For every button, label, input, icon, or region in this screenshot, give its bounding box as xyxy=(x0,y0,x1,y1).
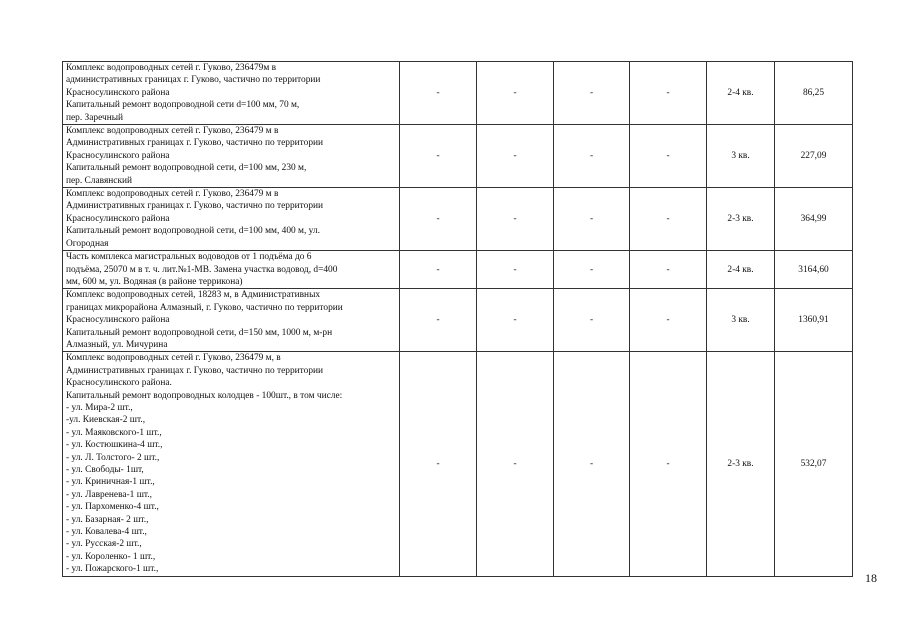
page-number: 18 xyxy=(865,571,877,585)
cell-dash: - xyxy=(554,251,630,289)
cell-dash: - xyxy=(477,352,554,576)
cell-dash: - xyxy=(477,62,554,125)
work-description: Комплекс водопроводных сетей г. Гуково, 236479м в административных границах г. Гуково, частично по территории Красносулинского района Капитальный ремонт водопроводной сети d=100 мм, 70 м, пер. Заречный xyxy=(63,62,400,125)
table-row xyxy=(63,352,853,576)
cell-dash: - xyxy=(630,289,707,352)
work-description: Комплекс водопроводных сетей, 18283 м, в Административных границах микрорайона Алмазный, г. Гуково, частично по территории Красносулинского района Капитальный ремонт водопроводной сети, d=150 мм, 1000 м, м-рн Алмазный, ул. Мичурина xyxy=(63,289,400,352)
work-period: 2-3 кв. xyxy=(707,188,775,251)
cell-dash: - xyxy=(400,188,477,251)
cell-dash: - xyxy=(554,125,630,188)
cell-dash: - xyxy=(400,251,477,289)
cell-dash: - xyxy=(477,251,554,289)
work-period: 2-4 кв. xyxy=(707,251,775,289)
work-description: Комплекс водопроводных сетей г. Гуково, 236479 м, в Административных границах г. Гуково, частично по территории Красносулинского района. Капитальный ремонт водопроводных колодцев - 100шт., в том числе: - ул. Мира-2 шт., -ул. Киевская-2 шт., - ул. Маяковского-1 шт., - ул. Костюшкина-4 шт., - ул. Л. Толстого- 2 шт., - ул. Свободы- 1шт, - ул. Криничная-1 шт., - ул. Лавренева-1 шт., - ул. Пархоменко-4 шт., - ул. Базарная- 2 шт., - ул. Ковалева-4 шт., - ул. Русская-2 шт., - ул. Короленко- 1 шт., - ул. Пожарского-1 шт., xyxy=(63,352,400,576)
work-amount: 364,99 xyxy=(775,188,853,251)
table-row xyxy=(63,62,853,125)
cell-dash: - xyxy=(400,289,477,352)
cell-dash: - xyxy=(400,62,477,125)
cell-dash: - xyxy=(477,188,554,251)
work-description: Комплекс водопроводных сетей г. Гуково, 236479 м в Административных границах г. Гуково, частично по территории Красносулинского района Капитальный ремонт водопроводной сети, d=100 мм, 400 м, ул. Огородная xyxy=(63,188,400,251)
work-period: 3 кв. xyxy=(707,125,775,188)
table-row xyxy=(63,125,853,188)
work-period: 2-3 кв. xyxy=(707,352,775,576)
work-description: Часть комплекса магистральных водоводов от 1 подъёма до 6 подъёма, 25070 м в т. ч. лит.№1-МВ. Замена участка водовод, d=400 мм, 600 м, ул. Водяная (в районе терриконa) xyxy=(63,251,400,289)
works-table xyxy=(62,61,853,577)
cell-dash: - xyxy=(554,62,630,125)
table-row xyxy=(63,251,853,289)
cell-dash: - xyxy=(630,251,707,289)
work-period: 2-4 кв. xyxy=(707,62,775,125)
table-row xyxy=(63,188,853,251)
cell-dash: - xyxy=(477,125,554,188)
cell-dash: - xyxy=(477,289,554,352)
cell-dash: - xyxy=(400,352,477,576)
cell-dash: - xyxy=(554,289,630,352)
cell-dash: - xyxy=(400,125,477,188)
work-amount: 3164,60 xyxy=(775,251,853,289)
cell-dash: - xyxy=(630,62,707,125)
cell-dash: - xyxy=(554,352,630,576)
cell-dash: - xyxy=(554,188,630,251)
work-description: Комплекс водопроводных сетей г. Гуково, 236479 м в Административных границах г. Гуково, частично по территории Красносулинского района Капитальный ремонт водопроводной сети, d=100 мм, 230 м, пер. Славянский xyxy=(63,125,400,188)
cell-dash: - xyxy=(630,352,707,576)
work-amount: 86,25 xyxy=(775,62,853,125)
cell-dash: - xyxy=(630,125,707,188)
work-amount: 227,09 xyxy=(775,125,853,188)
work-amount: 1360,91 xyxy=(775,289,853,352)
table-row xyxy=(63,289,853,352)
work-amount: 532,07 xyxy=(775,352,853,576)
work-period: 3 кв. xyxy=(707,289,775,352)
cell-dash: - xyxy=(630,188,707,251)
